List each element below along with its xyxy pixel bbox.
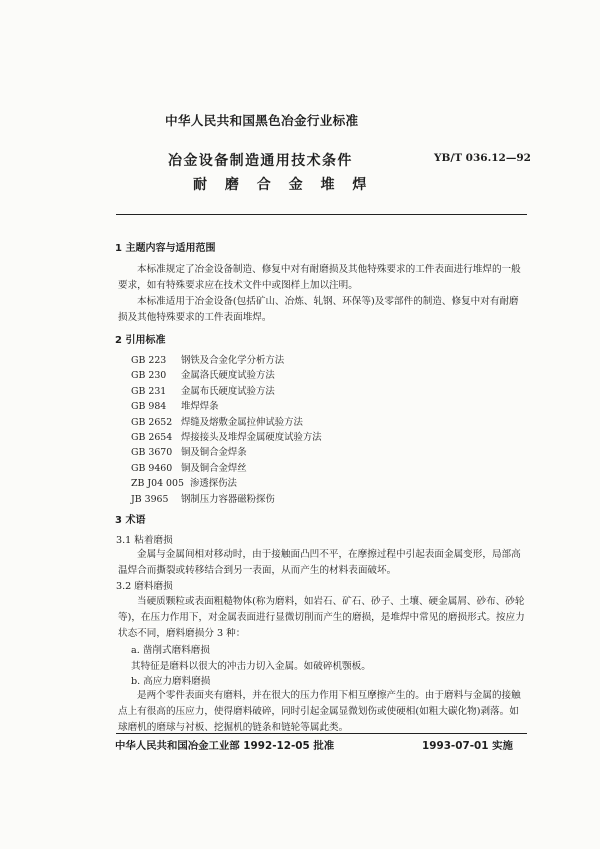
section-3-2-a-heading: a. 凿削式磨料磨损 [131, 645, 210, 656]
reference-item [131, 430, 322, 445]
reference-code: ZB J04 005 [131, 478, 184, 490]
section-3-1-text-body: 金属与金属间相对移动时，由于接触面凸凹不平，在摩擦过程中引起表面金属变形，局部高温焊合而撕裂或转移结合到另一表面，从而产生的材料表面破坏。 [118, 549, 521, 576]
reference-code: JB 3965 [131, 493, 169, 505]
reference-code: GB 230 [131, 370, 167, 382]
document-subtitle: 耐 磨 合 金 堆 焊 [193, 177, 373, 193]
document-title: 冶金设备制造通用技术条件 [168, 153, 353, 169]
section-3-2-b-heading: b. 高应力磨料磨损 [131, 676, 211, 687]
reference-code: GB 223 [131, 355, 167, 366]
reference-title: 金属布氏硬度试验方法 [181, 385, 275, 397]
reference-item [131, 368, 275, 383]
reference-title: 铜及铜合金焊丝 [181, 462, 247, 474]
section-2-heading: 2 引用标准 [115, 335, 166, 346]
effective-date: 1993-07-01 实施 [422, 740, 513, 752]
reference-item [131, 476, 237, 491]
reference-item [131, 461, 247, 476]
reference-title: 金属洛氏硬度试验方法 [181, 370, 275, 382]
section-1-paragraph-2-text: 本标准适用于冶金设备(包括矿山、冶炼、轧钢、环保等)及零部件的制造、修复中对有耐磨损及其他特殊要求的工件表面堆焊。 [118, 296, 519, 323]
section-3-1-heading: 3.1 粘着磨损 [116, 535, 173, 546]
reference-code: GB 2652 [131, 416, 173, 428]
section-1-paragraph-2 [118, 294, 526, 326]
reference-item [131, 415, 303, 430]
standard-number: YB/T 036.12—92 [434, 152, 531, 164]
reference-code: GB 984 [131, 401, 167, 413]
section-3-2-a-text: 其特征是磨料以很大的冲击力切入金属。如破碎机颚板。 [131, 661, 371, 672]
reference-code: GB 9460 [131, 462, 173, 474]
issuing-organization: 中华人民共和国黑色冶金行业标准 [165, 113, 359, 128]
section-3-2-text [118, 594, 526, 642]
section-1-paragraph-1 [118, 262, 526, 294]
reference-code: GB 3670 [131, 447, 173, 459]
reference-item [131, 353, 284, 368]
reference-title: 堆焊焊条 [181, 401, 219, 413]
reference-title: 渗透探伤法 [189, 478, 237, 490]
reference-item [131, 445, 247, 460]
reference-code: GB 231 [131, 385, 167, 397]
header-rule [116, 214, 527, 215]
section-3-1-text [118, 547, 526, 579]
section-3-2-heading: 3.2 磨料磨损 [116, 581, 173, 592]
section-1-paragraph-1-text: 本标准规定了冶金设备制造、修复中对有耐磨损及其他特殊要求的工件表面进行堆焊的一般要求，如有特殊要求应在技术文件中或图样上加以注明。 [118, 264, 521, 291]
reference-title: 钢制压力容器磁粉探伤 [181, 493, 275, 505]
section-3-2-text-body: 当硬质颗粒或表面粗糙物体(称为磨料，如岩石、矿石、砂子、土壤、硬金属屑、砂布、砂轮等)，在压力作用下，对金属表面进行显微切削而产生的磨损，是堆焊中常见的磨损形式。按应力状态不同，磨料磨损分 3 种： [118, 596, 525, 639]
reference-item [131, 492, 275, 507]
section-3-2-b-text [118, 688, 526, 736]
reference-title: 焊接接头及堆焊金属硬度试验方法 [181, 432, 322, 443]
approval-line: 中华人民共和国冶金工业部 1992-12-05 批准 [115, 740, 335, 752]
reference-code: GB 2654 [131, 432, 173, 443]
reference-item [131, 384, 275, 399]
reference-title: 钢铁及合金化学分析方法 [181, 355, 285, 366]
section-3-heading: 3 术语 [115, 515, 146, 526]
reference-title: 焊缝及熔敷金属拉伸试验方法 [181, 416, 303, 428]
section-1-heading: 1 主题内容与适用范围 [115, 243, 216, 254]
reference-title: 铜及铜合金焊条 [181, 447, 247, 459]
section-3-2-b-text-body: 是两个零件表面夹有磨料，并在很大的压力作用下相互摩擦产生的。由于磨料与金属的接触点上有很高的压应力，使得磨料破碎，同时引起金属显微划伤或使硬相(如粗大碳化物)剥落。如球磨机的磨球与衬板、挖掘机的链条和链轮等属此类。 [118, 690, 521, 733]
reference-item [131, 399, 219, 414]
footer-rule [116, 733, 527, 734]
